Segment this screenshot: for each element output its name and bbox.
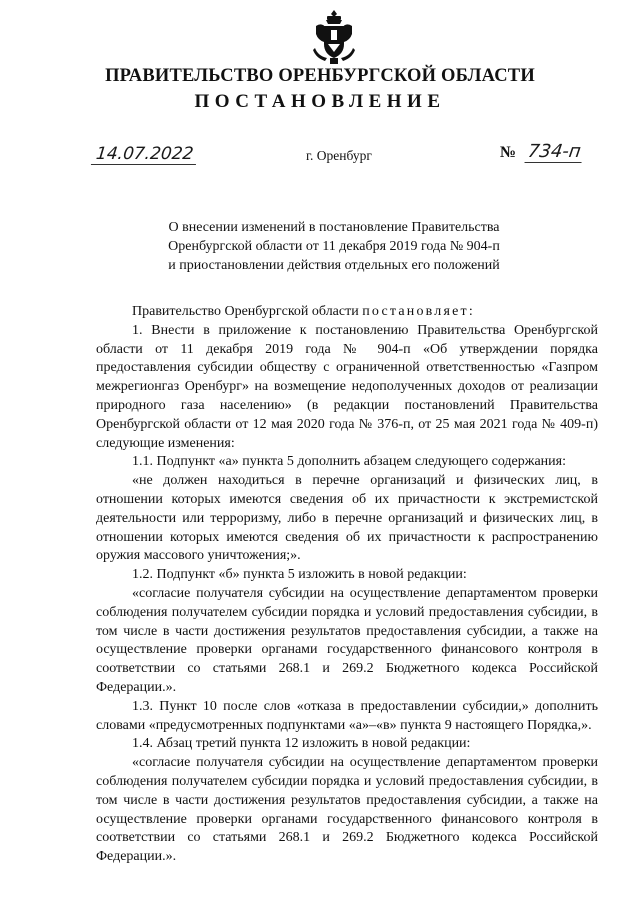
paragraph: «согласие получателя субсидии на осуществление департаментом проверки соблюдения получателем субсидии порядка и условий предоставления субсидии, в том числе в части достижения результатов предоставления субсидии, а также на осуществление проверки органами государственного финансового контроля в соответствии со статьями 268.1 и 269.2 Бюджетного кодекса Российской Федерации.». <box>96 585 598 695</box>
subject-line: О внесении изменений в постановление Правительства <box>168 220 500 235</box>
paragraph: 1.2. Подпункт «б» пункта 5 изложить в новой редакции: <box>132 567 467 583</box>
document-type: ПОСТАНОВЛЕНИЕ <box>194 91 446 112</box>
intro-verb: постановляет: <box>362 304 475 319</box>
paragraph: 1.4. Абзац третий пункта 12 изложить в новой редакции: <box>132 736 471 752</box>
document-body <box>96 303 598 867</box>
subject-line: Оренбургской области от 11 декабря 2019 года № 904-п <box>168 239 500 254</box>
subject-line: и приостановлении действия отдельных его положений <box>168 258 500 273</box>
paragraph: «согласие получателя субсидии на осуществление департаментом проверки соблюдения получателем субсидии порядка и условий предоставления субсидии, в том числе в части достижения результатов предоставления субсидии, а также на осуществление проверки органами государственного финансового контроля в соответствии со статьями 268.1 и 269.2 Бюджетного кодекса Российской Федерации.». <box>96 755 598 865</box>
document-date: 14.07.2022 <box>91 144 199 165</box>
coat-of-arms-icon <box>312 8 356 66</box>
document-number: 734-п <box>524 141 584 163</box>
document-city: г. Оренбург <box>306 148 372 163</box>
intro-paragraph <box>96 303 598 322</box>
government-name: ПРАВИТЕЛЬСТВО ОРЕНБУРГСКОЙ ОБЛАСТИ <box>105 66 535 86</box>
paragraph: 1.3. Пункт 10 после слов «отказа в предоставлении субсидии,» дополнить словами «предусмотренных подпунктами «а»–«в» пункта 9 настоящего Порядка,». <box>96 698 598 733</box>
document-subject <box>140 218 528 275</box>
document-number-label: № <box>500 144 517 161</box>
paragraph: 1.1. Подпункт «а» пункта 5 дополнить абзацем следующего содержания: <box>132 454 566 470</box>
paragraph: 1. Внести в приложение к постановлению Правительства Оренбургской области от 11 декабря 2019 года № 904-п «Об утверждении порядка предоставления субсидии обществу с ограниченной ответственностью «Газпром межрегионгаз Оренбург» на возмещение недополученных доходов от реализации природного газа населению» (в редакции постановлений Правительства Оренбургской области от 12 мая 2020 года № 376-п, от 25 мая 2021 года № 409-п) следующие изменения: <box>96 322 598 451</box>
paragraph: «не должен находиться в перечне организаций и физических лиц, в отношении которых имеются сведения об их причастности к экстремистской деятельности или терроризму, либо в перечне организаций и физических лиц, в отношении которых имеются сведения об их причастности к распространению оружия массового уничтожения;». <box>96 473 598 564</box>
intro-lead: Правительство Оренбургской области <box>132 304 359 319</box>
